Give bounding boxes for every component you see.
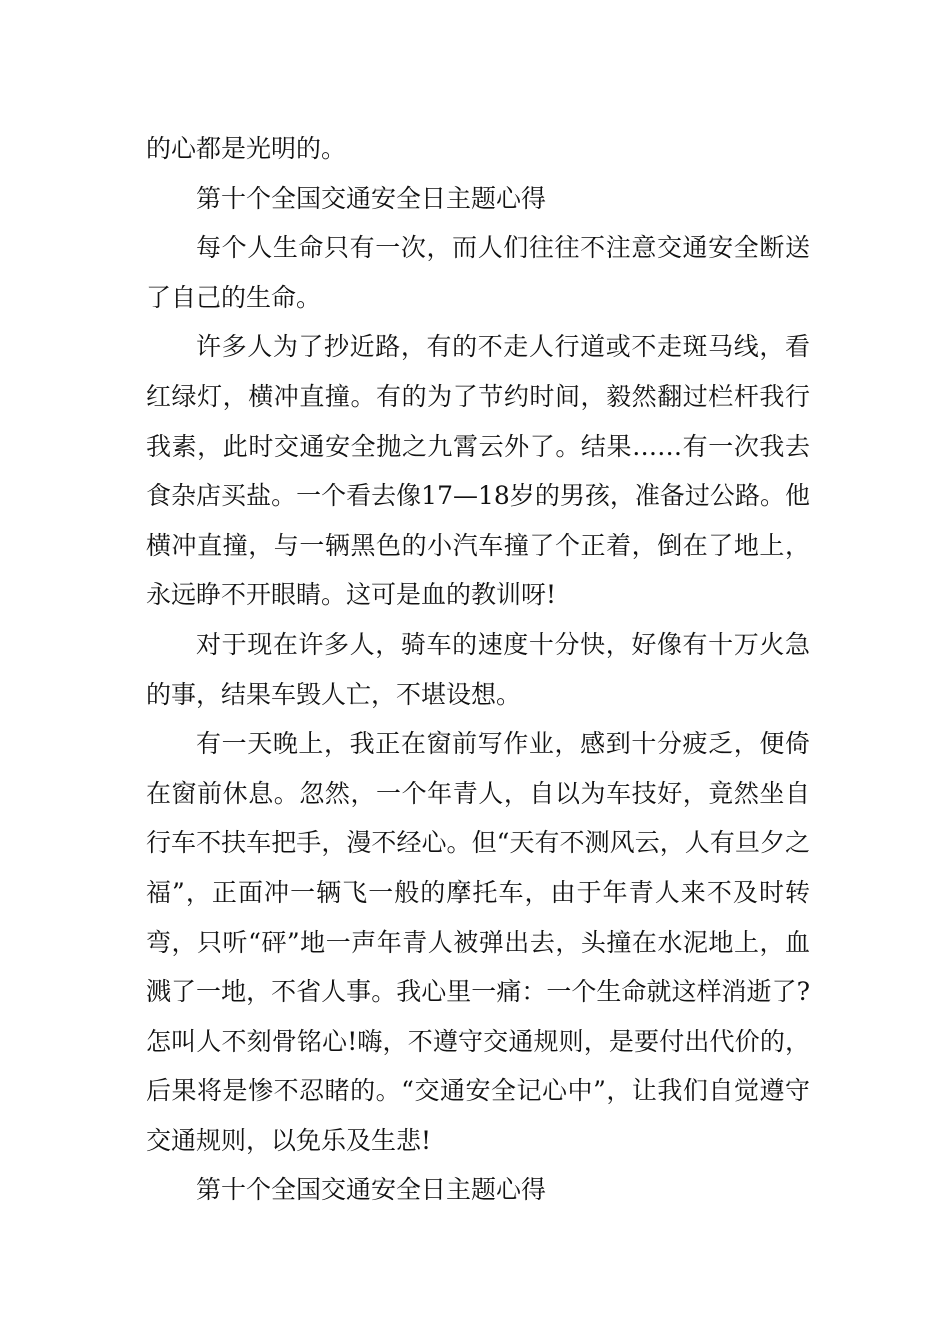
paragraph: 每个人生命只有一次，而人们往往不注意交通安全断送了自己的生命。 bbox=[146, 233, 810, 312]
paragraph: 有一天晚上，我正在窗前写作业，感到十分疲乏，便倚在窗前休息。忽然，一个年青人，自以为车技好，竟然坐自行车不扶车把手，漫不经心。但“天有不测风云，人有旦夕之福”，正面冲一辆飞一般的摩托车，由于年青人来不及时转弯，只听“砰”地一声年青人被弹出去，头撞在水泥地上，血溅了一地，不省人事。我心里一痛：一个生命就这样消逝了?怎叫人不刻骨铭心!嗨，不遵守交通规则，是要付出代价的，后果将是惨不忍睹的。“交通安全记心中”，让我们自觉遵守交通规则，以免乐及生悲! bbox=[146, 729, 810, 1155]
paragraph: 许多人为了抄近路，有的不走人行道或不走斑马线，看红绿灯，横冲直撞。有的为了节约时间，毅然翻过栏杆我行我素，此时交通安全抛之九霄云外了。结果……有一次我去食杂店买盐。一个看去像17—18岁的男孩，准备过公路。他横冲直撞，与一辆黑色的小汽车撞了个正着，倒在了地上，永远睁不开眼睛。这可是血的教训呀! bbox=[146, 332, 810, 610]
section-heading: 第十个全国交通安全日主题心得 bbox=[196, 183, 547, 213]
section-heading: 第十个全国交通安全日主题心得 bbox=[196, 1175, 547, 1205]
paragraph-continuation: 的心都是光明的。 bbox=[146, 134, 347, 163]
paragraph: 对于现在许多人，骑车的速度十分快，好像有十万火急的事，结果车毁人亡，不堪设想。 bbox=[146, 629, 810, 709]
document-body bbox=[146, 124, 810, 1215]
